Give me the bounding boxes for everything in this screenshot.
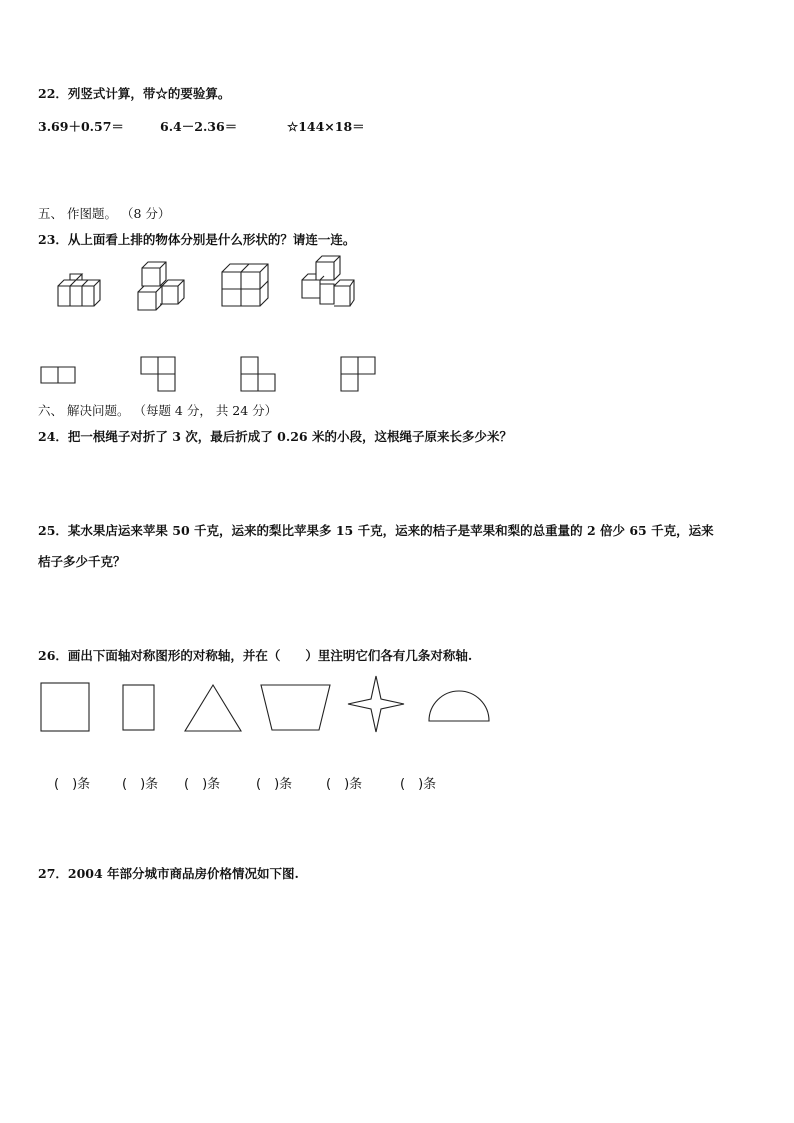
- q23-view-1: [40, 366, 76, 384]
- q26-blank-3: ( )条: [184, 777, 221, 792]
- q24-title: 24．把一根绳子对折了 3 次，最后折成了 0.26 米的小段，这根绳子原来长多少米？: [38, 429, 512, 444]
- trapezoid-shape: [260, 684, 332, 732]
- q23-view-4: [340, 356, 376, 392]
- q22-item-1: 3.69＋0.57＝: [38, 119, 124, 134]
- q26-blank-4: ( )条: [256, 777, 293, 792]
- q26-blank-6: ( )条: [400, 777, 437, 792]
- q23-solid-1: [56, 272, 106, 310]
- q22-title: 22．列竖式计算，带☆的要验算。: [38, 86, 231, 101]
- q23-view-2: [140, 356, 176, 392]
- triangle-shape: [184, 684, 242, 732]
- q26-title: 26．画出下面轴对称图形的对称轴，并在（ ）里注明它们各有几条对称轴.: [38, 648, 473, 663]
- semicircle-shape: [428, 690, 490, 724]
- star-shape: [346, 674, 406, 734]
- q25-line-2: 桔子多少千克？: [38, 554, 126, 569]
- q25-line-1: 25．某水果店运来苹果 50 千克，运来的梨比苹果多 15 千克，运来的桔子是苹果和梨的总重量的 2 倍少 65 千克，运来: [38, 523, 714, 538]
- q23-solid-2: [136, 260, 188, 312]
- rectangle-shape: [122, 684, 156, 732]
- q26-blank-5: ( )条: [326, 777, 363, 792]
- q23-solid-4: [300, 254, 356, 310]
- q27-title: 27．2004 年部分城市商品房价格情况如下图.: [38, 866, 299, 881]
- q22-item-2: 6.4－2.36＝: [160, 119, 238, 134]
- q23-solid-3: [220, 262, 270, 308]
- q26-blank-1: ( )条: [54, 777, 91, 792]
- q22-item-3: ☆144×18＝: [287, 119, 365, 134]
- section6-title: 六、 解决问题。 （每题 4 分， 共 24 分）: [38, 403, 278, 418]
- section5-title: 五、 作图题。 （8 分）: [38, 206, 171, 221]
- q23-view-3: [240, 356, 276, 392]
- square-shape: [40, 682, 92, 732]
- q26-blank-2: ( )条: [122, 777, 159, 792]
- q23-title: 23．从上面看上排的物体分别是什么形状的？请连一连。: [38, 232, 356, 247]
